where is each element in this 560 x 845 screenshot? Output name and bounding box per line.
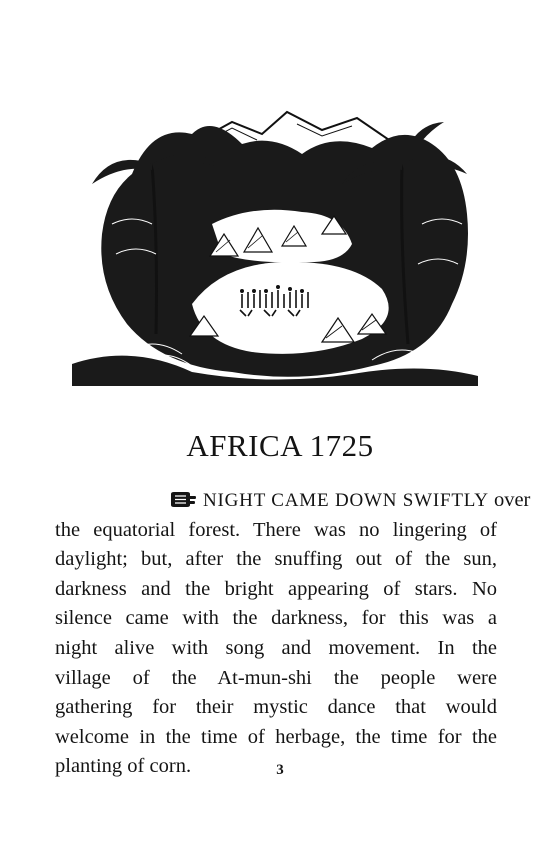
jungle-village-illustration (72, 104, 478, 386)
body-line-7: village of the At-mun-shi the people were (55, 666, 497, 689)
body-line-8: gathering for their mystic dance that would (55, 696, 497, 719)
pointing-hand-ornament-icon (169, 491, 197, 508)
chapter-body-text (55, 486, 531, 782)
body-line-5: silence came with the darkness, for this was a (55, 607, 497, 630)
body-line-4: darkness and the bright appearing of stars. No (55, 577, 497, 600)
body-line-1 (55, 486, 531, 516)
body-line-10: planting of corn. (55, 755, 192, 778)
chapter-title: AFRICA 1725 (186, 428, 374, 463)
body-line-9: welcome in the time of herbage, the time for the (55, 725, 497, 748)
body-line-6: night alive with song and movement. In the (55, 636, 497, 659)
body-line-2: the equatorial forest. There was no lingering of (55, 518, 497, 541)
body-line-3: daylight; but, after the snuffing out of the sun, (55, 548, 497, 571)
jungle-village-woodcut-icon (72, 104, 478, 386)
line-1-rest: over (493, 489, 531, 511)
page-number: 3 (276, 762, 284, 778)
lead-in-smallcaps: NIGHT CAME DOWN SWIFTLY (203, 490, 489, 511)
